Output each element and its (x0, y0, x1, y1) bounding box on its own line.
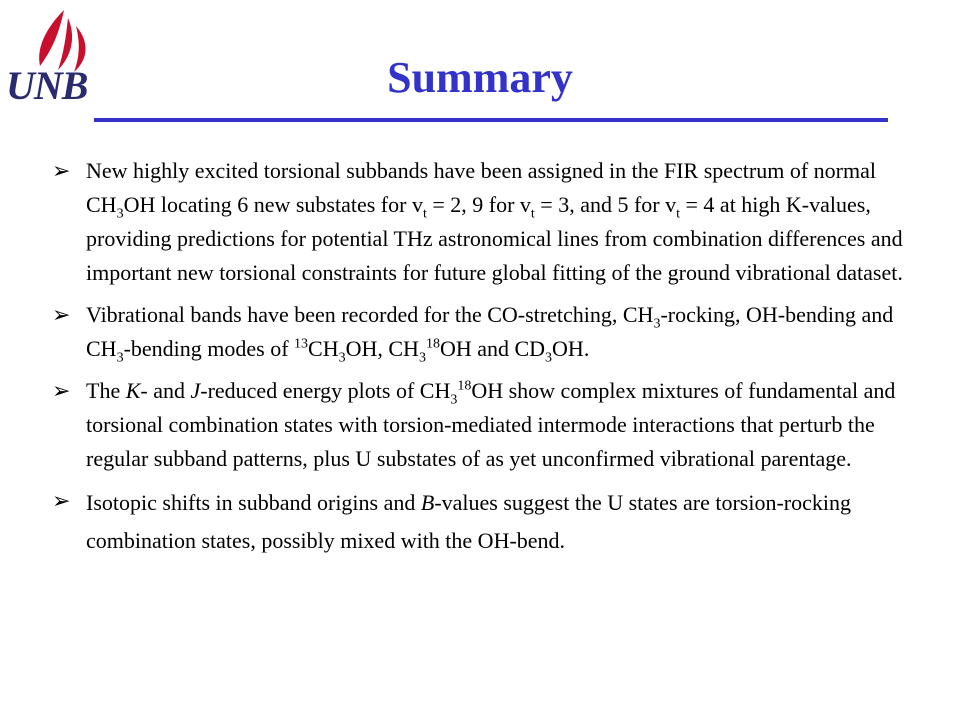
text-run: OH, CH (345, 336, 419, 361)
text-run: 3 (450, 392, 458, 408)
text-run: B (420, 490, 435, 515)
text-run: CH (308, 336, 339, 361)
text-run: K (125, 378, 141, 403)
bullet-text (86, 490, 851, 553)
text-run: 3 (653, 316, 661, 332)
bullet-list (52, 154, 932, 568)
bullet-text (86, 158, 903, 285)
text-run: -reduced energy plots of CH (200, 378, 451, 403)
bullet-item (52, 374, 932, 476)
text-run: 3 (116, 206, 124, 222)
text-run: New highly excited torsional subbands have been assigned in the FIR spectrum of normal CH (86, 158, 876, 217)
text-run: The (86, 378, 126, 403)
bullet-text (86, 302, 894, 366)
text-run: t (676, 206, 681, 222)
text-run: -rocking, OH-bending and CH (86, 302, 894, 361)
text-run: Vibrational bands have been recorded for the CO-stretching, CH (86, 302, 654, 327)
text-run: OH locating 6 new substates for v (123, 192, 423, 217)
title-underline (94, 118, 888, 122)
text-run: = 4 at high K-values, providing predictions for potential THz astronomical lines from combination differences and important new torsional constraints for future global fitting of the ground vibrational dataset. (86, 192, 903, 285)
text-run: 18 (425, 336, 440, 352)
text-run: 3 (116, 350, 124, 366)
text-run: Isotopic shifts in subband origins and (86, 490, 421, 515)
text-run: = 3, and 5 for v (534, 192, 677, 217)
bullet-item (52, 154, 932, 290)
text-run: 3 (545, 350, 553, 366)
arrow-bullet-icon: ➢ (52, 488, 71, 513)
text-run: -values suggest the U states are torsion-rocking combination states, possibly mixed with the OH-bend. (86, 490, 851, 553)
text-run: -bending modes of (123, 336, 295, 361)
arrow-bullet-icon: ➢ (52, 302, 71, 327)
text-run: OH and CD (439, 336, 546, 361)
bullet-text (86, 378, 895, 471)
text-run: t (530, 206, 535, 222)
text-run: 18 (457, 378, 472, 394)
logo-text: UNB (6, 63, 88, 108)
text-run: 13 (294, 336, 309, 352)
arrow-bullet-icon: ➢ (52, 158, 71, 183)
text-run: OH show complex mixtures of fundamental and torsional combination states with torsion-mediated intermode interactions that perturb the regular subband patterns, plus U substates of as yet unconfirmed vibrational parentage. (86, 378, 896, 471)
arrow-bullet-icon: ➢ (52, 378, 71, 403)
text-run: - and (140, 378, 191, 403)
page-title: Summary (387, 53, 573, 102)
text-run: 3 (418, 350, 426, 366)
text-run: t (422, 206, 427, 222)
text-run: J (190, 378, 201, 403)
bullet-item (52, 484, 932, 560)
text-run: 3 (338, 350, 346, 366)
bullet-item (52, 298, 932, 366)
text-run: OH. (552, 336, 590, 361)
text-run: = 2, 9 for v (426, 192, 531, 217)
